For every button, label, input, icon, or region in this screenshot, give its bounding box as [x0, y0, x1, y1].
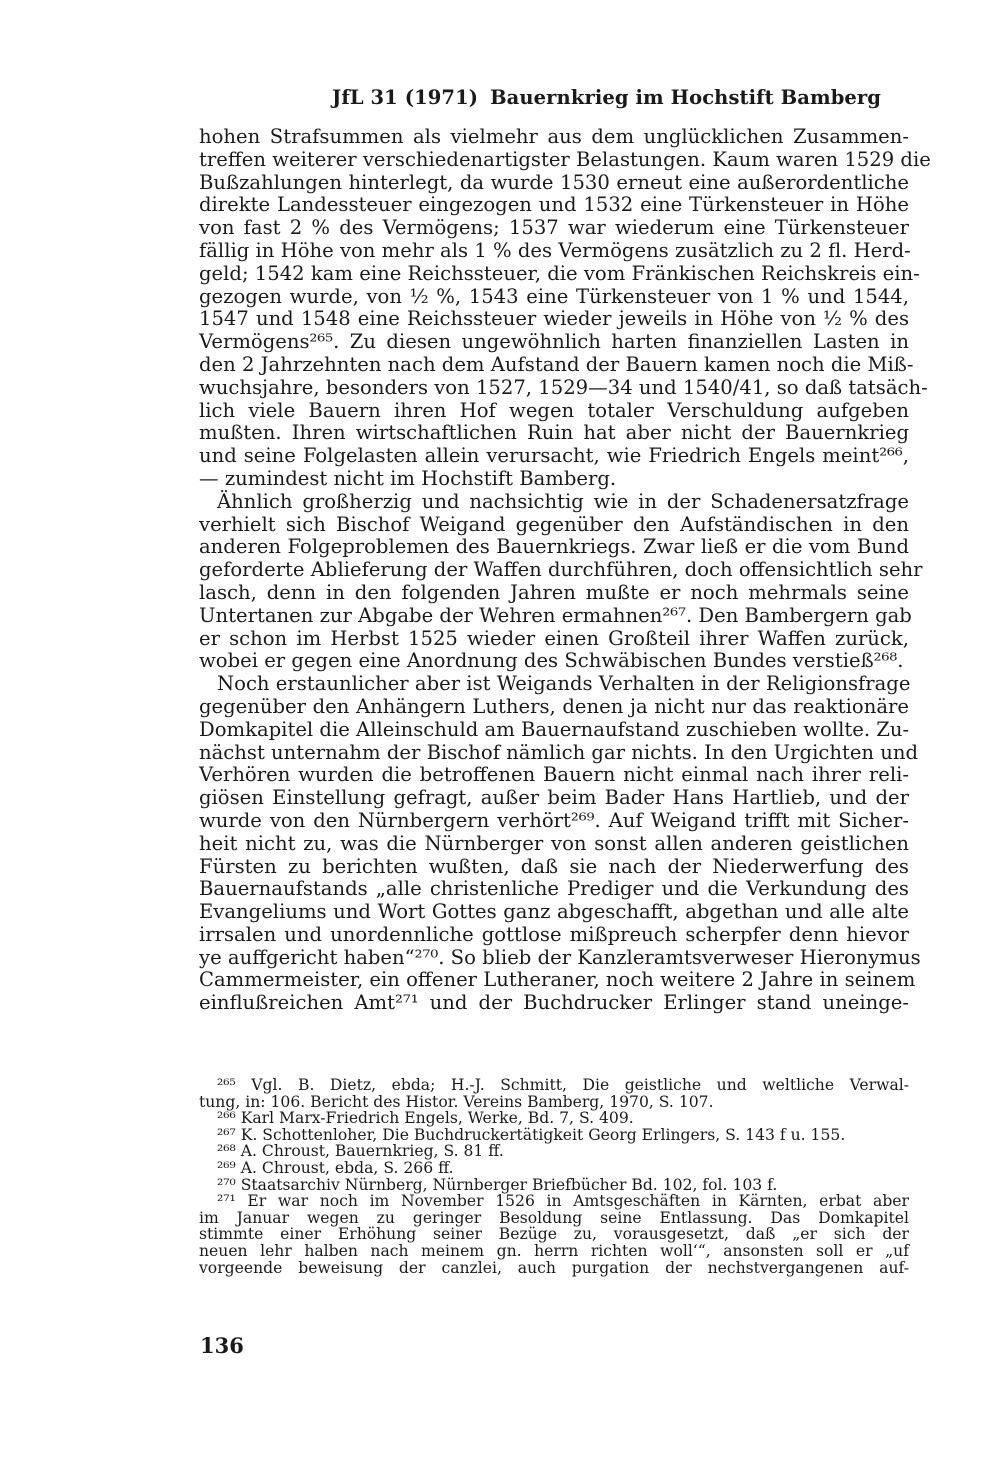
footnote-line: ²⁶⁶ Karl Marx-Friedrich Engels, Werke, Bd. 7, S. 409.	[217, 1109, 634, 1128]
body-line: Untertanen zur Abgabe der Wehren ermahnen²⁶⁷. Den Bambergern gab	[199, 603, 912, 627]
body-line: geld; 1542 kam eine Reichssteuer, die vom Fränkischen Reichskreis ein-	[199, 261, 920, 285]
footnotes	[199, 1077, 909, 1276]
body-line: — zumindest nicht im Hochstift Bamberg.	[199, 466, 617, 490]
footnote-line: neuen lehr halben nach meinem gn. herrn richten woll‘“, ansonsten soll er „uf	[199, 1241, 909, 1260]
body-line: Fürsten zu berichten wußten, daß sie nach der Niederwerfung des	[199, 854, 909, 878]
body-line: Cammermeister, ein offener Lutheraner, noch weitere 2 Jahre in seinem	[199, 968, 916, 992]
body-line: lasch, denn in den folgenden Jahren mußte er noch mehrmals seine	[199, 580, 909, 604]
body-line: Evangeliums und Wort Gottes ganz abgeschafft, abgethan und alle alte	[199, 900, 909, 924]
body-line: Vermögens²⁶⁵. Zu diesen ungewöhnlich harten finanziellen Lasten in	[199, 330, 909, 354]
body-line: von fast 2 % des Vermögens; 1537 war wiederum eine Türkensteuer	[199, 216, 909, 240]
body-line: wuchsjahre, besonders von 1527, 1529—34 und 1540/41, so daß tatsäch-	[199, 375, 928, 399]
body-text	[199, 125, 931, 1015]
body-line: und seine Folgelasten allein verursacht, wie Friedrich Engels meint²⁶⁶,	[199, 444, 909, 468]
body-line: Bußzahlungen hinterlegt, da wurde 1530 erneut eine außerordentliche	[199, 170, 909, 194]
body-line: den 2 Jahrzehnten nach dem Aufstand der Bauern kamen noch die Miß-	[199, 352, 914, 376]
body-line: geforderte Ablieferung der Waffen durchführen, doch offensichtlich sehr	[199, 558, 923, 582]
body-line: direkte Landessteuer eingezogen und 1532 eine Türkensteuer in Höhe	[199, 193, 909, 217]
body-line: er schon im Herbst 1525 wieder einen Großteil ihrer Waffen zurück,	[199, 626, 909, 650]
body-line: heit nicht zu, was die Nürnberger von sonst allen anderen geistlichen	[199, 831, 909, 855]
footnote-line: vorgeende beweisung der canzlei, auch purgation der nechstvergangenen auf-	[199, 1258, 909, 1277]
body-line: anderen Folgeproblemen des Bauernkriegs. Zwar ließ er die vom Bund	[199, 535, 909, 559]
header-title: Bauernkrieg im Hochstift Bamberg	[490, 86, 882, 109]
footnote-line: ²⁷⁰ Staatsarchiv Nürnberg, Nürnberger Briefbücher Bd. 102, fol. 103 f.	[217, 1175, 778, 1194]
body-line: verhielt sich Bischof Weigand gegenüber den Aufständischen in den	[199, 512, 909, 536]
body-line: mußten. Ihren wirtschaftlichen Ruin hat aber nicht der Bauernkrieg	[199, 421, 909, 445]
body-line: Ähnlich großherzig und nachsichtig wie in der Schadenersatzfrage	[217, 489, 909, 513]
footnote-line: im Januar wegen zu geringer Besoldung seine Entlassung. Das Domkapitel	[199, 1208, 909, 1227]
body-line: wurde von den Nürnbergern verhört²⁶⁹. Auf Weigand trifft mit Sicher-	[199, 808, 909, 832]
footnote-line: ²⁷¹ Er war noch im November 1526 in Amtsgeschäften in Kärnten, erbat aber	[217, 1192, 909, 1211]
body-line: irrsalen und unordennliche gottlose mißpreuch scherpfer denn hievor	[199, 922, 909, 946]
body-line: gezogen wurde, von ½ %, 1543 eine Türkensteuer von 1 % und 1544,	[199, 284, 909, 308]
body-line: giösen Einstellung gefragt, außer beim Bader Hans Hartlieb, und der	[199, 786, 909, 810]
body-line: hohen Strafsummen als vielmehr aus dem unglücklichen Zusammen-	[199, 125, 909, 148]
body-line: treffen weiterer verschiedenartigster Belastungen. Kaum waren 1529 die	[199, 147, 931, 171]
journal-reference: JfL 31 (1971)	[332, 86, 479, 109]
footnote-line: stimmte einer Erhöhung seiner Bezüge zu, vorausgesetzt, daß „er sich der	[199, 1225, 909, 1244]
footnote-line: tung, in: 106. Bericht des Histor. Vereins Bamberg, 1970, S. 107.	[199, 1092, 714, 1111]
body-line: wobei er gegen eine Anordnung des Schwäbischen Bundes verstieß²⁶⁸.	[199, 649, 904, 673]
page-number: 136	[200, 1333, 244, 1358]
body-line: nächst unternahm der Bischof nämlich gar nichts. In den Urgichten und	[199, 740, 919, 764]
running-header	[332, 86, 882, 109]
footnote-line: ²⁶⁹ A. Chroust, ebda, S. 266 ff.	[217, 1158, 454, 1177]
body-line: ye auffgericht haben“²⁷⁰. So blieb der Kanzleramtsverweser Hieronymus	[199, 945, 921, 969]
footnote-line: ²⁶⁸ A. Chroust, Bauernkrieg, S. 81 ff.	[217, 1142, 504, 1161]
body-line: gegenüber den Anhängern Luthers, denen ja nicht nur das reaktionäre	[199, 694, 909, 718]
body-line: Verhören wurden die betroffenen Bauern nicht einmal nach ihrer reli-	[199, 763, 909, 787]
body-line: fällig in Höhe von mehr als 1 % des Vermögens zusätzlich zu 2 fl. Herd-	[199, 238, 911, 262]
footnote-line: ²⁶⁵ Vgl. B. Dietz, ebda; H.-J. Schmitt, Die geistliche und weltliche Verwal-	[217, 1076, 909, 1094]
body-line: einflußreichen Amt²⁷¹ und der Buchdrucker Erlinger stand uneinge-	[199, 991, 909, 1015]
body-line: Domkapitel die Alleinschuld am Bauernaufstand zuschieben wollte. Zu-	[199, 717, 910, 741]
body-line: Bauernaufstands „alle christenliche Prediger und die Verkundung des	[199, 877, 909, 901]
body-line: Noch erstaunlicher aber ist Weigands Verhalten in der Religionsfrage	[217, 672, 911, 696]
body-line: lich viele Bauern ihren Hof wegen totaler Verschuldung aufgeben	[199, 398, 909, 422]
body-line: 1547 und 1548 eine Reichssteuer wieder jeweils in Höhe von ½ % des	[199, 307, 909, 331]
footnote-line: ²⁶⁷ K. Schottenloher, Die Buchdruckertätigkeit Georg Erlingers, S. 143 f u. 155.	[217, 1125, 846, 1144]
